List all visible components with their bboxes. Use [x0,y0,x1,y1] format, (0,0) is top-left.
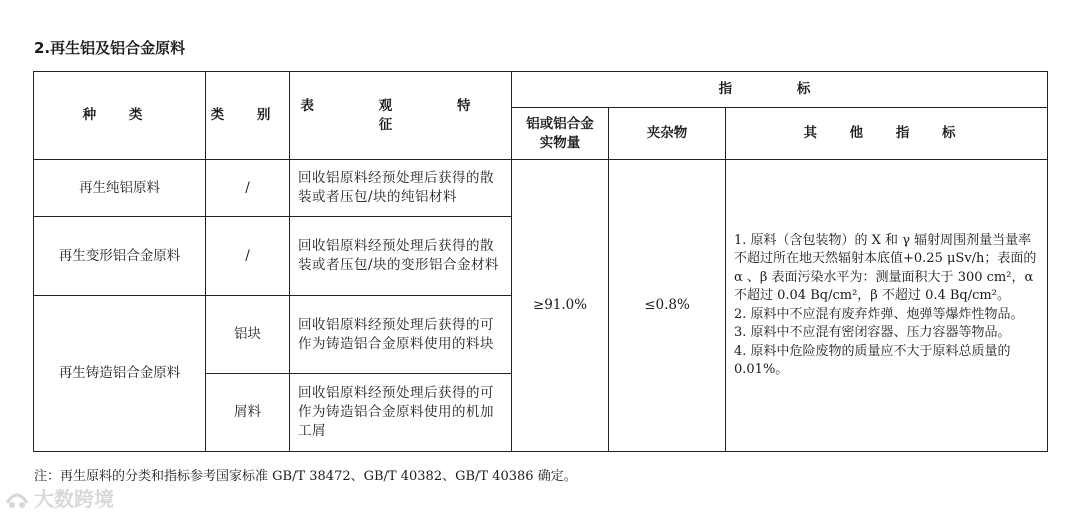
watermark [4,483,114,512]
cell-appearance: 回收铝原料经预处理后获得的散装或者压包/块的变形铝合金材料 [290,217,512,296]
cell-category: 屑料 [206,374,290,452]
cell-appearance: 回收铝原料经预处理后获得的可作为铸造铝合金原料使用的料块 [290,296,512,374]
cell-type: 再生变形铝合金原料 [34,217,206,296]
cell-type: 再生纯铝原料 [34,160,206,217]
watermark-logo-icon [4,485,30,511]
header-impurity: 夹杂物 [609,108,726,160]
other-item: 2. 原料中不应混有废弃炸弹、炮弹等爆炸性物品。 [734,306,1024,322]
table-row [34,160,1048,217]
header-al-content: 铝或铝合金实物量 [512,108,609,160]
cell-type: 再生铸造铝合金原料 [34,296,206,452]
watermark-text: 大数跨境 [34,487,114,511]
cell-category: / [206,217,290,296]
section-heading: 2.再生铝及铝合金原料 [34,39,186,57]
header-indicators: 指 标 [512,72,1048,108]
header-appearance: 表 观 特 征 [290,72,512,160]
cell-other-indicators [726,160,1048,452]
cell-al-content: ≥91.0% [512,160,609,452]
spec-table [33,71,1048,452]
cell-category: / [206,160,290,217]
cell-category: 铝块 [206,296,290,374]
header-type: 种 类 [34,72,206,160]
cell-appearance: 回收铝原料经预处理后获得的散装或者压包/块的纯铝材料 [290,160,512,217]
cell-appearance: 回收铝原料经预处理后获得的可作为铸造铝合金原料使用的机加工屑 [290,374,512,452]
other-item: 4. 原料中危险废物的质量应不大于原料总质量的 0.01%。 [734,343,1011,377]
other-item: 3. 原料中不应混有密闭容器、压力容器等物品。 [734,325,1011,340]
cell-impurity: ≤0.8% [609,160,726,452]
header-other: 其 他 指 标 [726,108,1048,160]
header-category: 类 别 [206,72,290,160]
other-item: 1. 原料（含包装物）的 X 和 γ 辐射周围剂量当量率不超过所在地天然辐射本底值+0.25 μSv/h；表面的 α 、β 表面污染水平为：测量面积大于 300 cm²，α 不超过 0.04 Bq/cm²，β 不超过 0.4 Bq/cm²。 [734,232,1037,303]
table-note: 注：再生原料的分类和指标参考国家标准 GB/T 38472、GB/T 40382、GB/T 40386 确定。 [34,469,577,484]
